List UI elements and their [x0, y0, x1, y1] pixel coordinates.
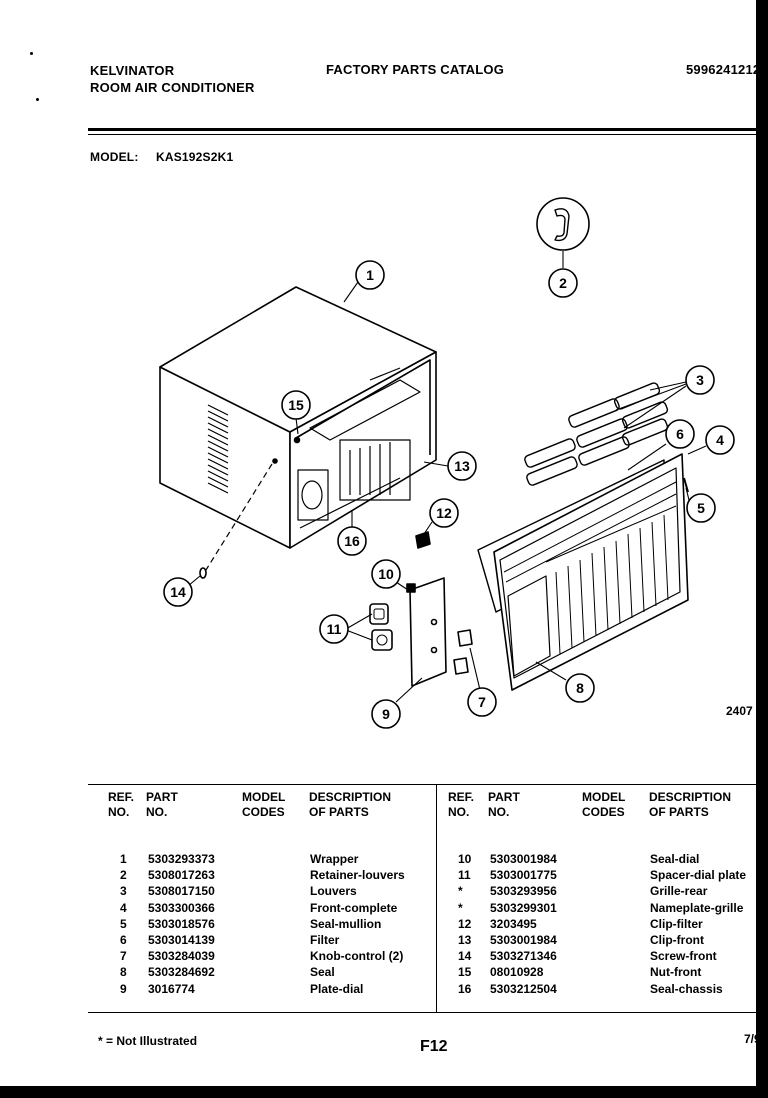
cell-ref: 2 [120, 868, 127, 883]
cell-desc: Filter [310, 933, 340, 947]
cell-part: 3203495 [490, 916, 537, 931]
page-number: F12 [420, 1038, 448, 1055]
scan-speck [36, 98, 39, 101]
callout-15: 15 [288, 397, 304, 413]
callout-11: 11 [326, 621, 342, 637]
cell-desc: Grille-rear [650, 884, 708, 899]
cell-part: 5303293956 [490, 884, 557, 899]
cell-desc: Plate-dial [310, 981, 364, 996]
model-label: MODEL: [90, 150, 139, 164]
col-desc-header: DESCRIPTION OF PARTS [649, 790, 732, 819]
cell-desc: Clip-filter [650, 916, 703, 931]
col-part-header: PART NO. [488, 790, 520, 819]
footnote: * = Not Illustrated [98, 1034, 198, 1048]
cell-desc: Knob-control (2) [310, 949, 404, 964]
cell-desc: Retainer-louvers [310, 868, 405, 883]
callout-6: 6 [676, 426, 684, 442]
cell-desc: Louvers [310, 884, 357, 899]
callout-3: 3 [696, 372, 704, 388]
spacer-dial-drawing [370, 604, 388, 624]
seal-dial-drawing [407, 584, 415, 592]
callout-12: 12 [436, 505, 452, 521]
cell-desc: Nameplate-grille [650, 900, 744, 915]
cell-part: 5303271346 [490, 949, 557, 964]
cell-part: 5308017150 [148, 884, 215, 899]
cell-desc: Seal [310, 965, 335, 980]
cell-desc: Seal-dial [650, 852, 700, 866]
col-desc-header: DESCRIPTION OF PARTS [309, 790, 392, 819]
product-type: ROOM AIR CONDITIONER [90, 80, 255, 95]
cell-desc: Wrapper [310, 852, 359, 866]
cell-part: 5303284039 [148, 949, 215, 964]
cell-ref: * [458, 884, 463, 899]
callout-10: 10 [378, 566, 394, 582]
table-rule-bottom [88, 1012, 756, 1013]
cell-part: 5303284692 [148, 965, 215, 980]
cell-ref: 13 [458, 933, 472, 947]
table-rule-top [88, 784, 756, 785]
catalog-number: 5996241212 [686, 62, 761, 77]
cell-part: 5303212504 [490, 981, 557, 996]
front-complete-drawing [494, 454, 688, 690]
col-ref-header: REF. NO. [448, 790, 475, 819]
callout-16: 16 [344, 533, 360, 549]
callout-7: 7 [478, 694, 486, 710]
cell-part: 5303014139 [148, 933, 215, 947]
col-part-header: PART NO. [146, 790, 178, 819]
cell-part: 5303299301 [490, 900, 557, 915]
cell-part: 5308017263 [148, 868, 215, 883]
plate-dial-drawing [410, 578, 446, 686]
cell-part: 08010928 [490, 965, 544, 980]
callout-13: 13 [454, 458, 470, 474]
cell-ref: 11 [458, 868, 471, 883]
cell-ref: 3 [120, 884, 127, 899]
screw-front-drawing [200, 568, 206, 578]
retainer-louvers-drawing [537, 198, 589, 250]
cell-ref: 7 [120, 949, 127, 964]
cell-ref: 14 [458, 949, 472, 964]
model-number: KAS192S2K1 [156, 150, 234, 164]
exploded-parts-diagram [0, 170, 756, 730]
cell-ref: 16 [458, 981, 472, 996]
cell-ref: 10 [458, 852, 472, 866]
cell-ref: 1 [120, 852, 127, 866]
cell-ref: 9 [120, 981, 127, 996]
callout-8: 8 [576, 680, 584, 696]
cell-ref: 8 [120, 965, 127, 980]
cell-part: 5303001984 [490, 852, 557, 866]
brand-name: KELVINATOR [90, 63, 175, 78]
cell-desc: Clip-front [650, 933, 704, 947]
cell-ref: 15 [458, 965, 472, 980]
cell-desc: Nut-front [650, 965, 702, 980]
cell-ref: * [458, 900, 463, 915]
cell-desc: Seal-chassis [650, 981, 723, 996]
col-ref-header: REF. NO. [108, 790, 135, 819]
cell-desc: Front-complete [310, 900, 398, 915]
callout-9: 9 [382, 706, 390, 722]
cell-ref: 4 [120, 900, 127, 915]
header-rule-thick [88, 128, 756, 131]
cell-part: 5303293373 [148, 852, 215, 866]
cell-ref: 5 [120, 916, 127, 931]
callout-2: 2 [559, 275, 567, 291]
clip-filter-drawing [416, 532, 430, 548]
cell-desc: Screw-front [650, 949, 717, 964]
cell-ref: 6 [120, 933, 127, 947]
drawing-code: 2407 [726, 704, 753, 718]
knob-control-drawing [458, 630, 472, 646]
catalog-title: FACTORY PARTS CATALOG [326, 62, 505, 77]
print-date: 7/9 [744, 1032, 761, 1046]
col-model-header: MODEL CODES [242, 790, 286, 819]
cell-part: 5303001775 [490, 868, 557, 883]
col-model-header: MODEL CODES [582, 790, 626, 819]
cell-part: 5303300366 [148, 900, 215, 915]
scan-speck [30, 52, 33, 55]
callout-14: 14 [170, 584, 186, 600]
cell-desc: Seal-mullion [310, 916, 382, 931]
cell-part: 3016774 [148, 981, 195, 996]
table-divider [436, 784, 437, 1012]
cell-ref: 12 [458, 916, 472, 931]
callout-5: 5 [697, 500, 705, 516]
cell-part: 5303018576 [148, 916, 215, 931]
header-rule-thin [88, 134, 756, 135]
cell-desc: Spacer-dial plate [650, 868, 747, 883]
cell-part: 5303001984 [490, 933, 557, 947]
callout-1: 1 [366, 267, 374, 283]
callout-4: 4 [716, 432, 724, 448]
